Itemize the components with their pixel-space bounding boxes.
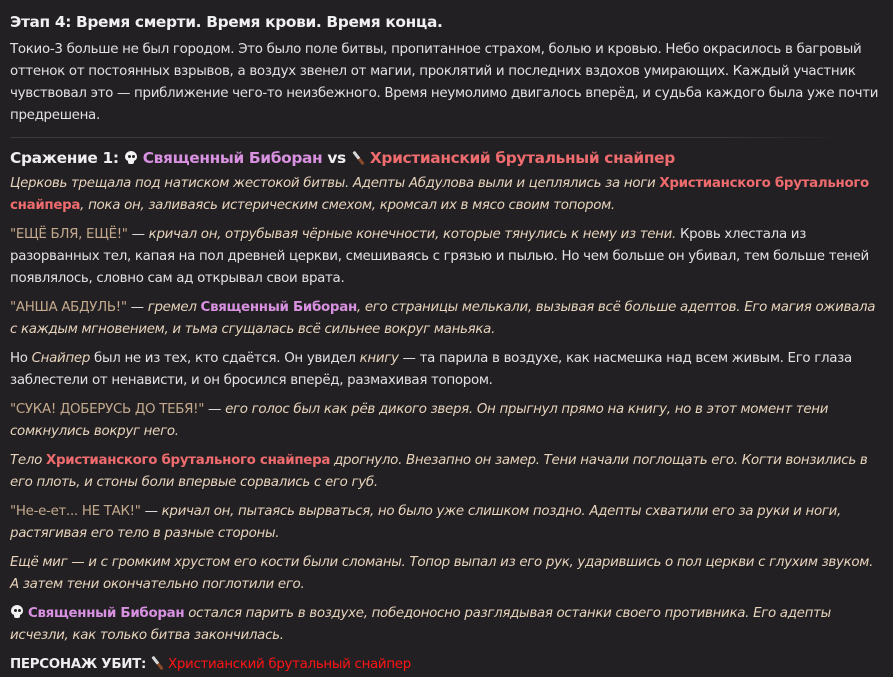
dash: — <box>126 300 148 315</box>
narration: остался парить в воздухе, победоносно разглядывая останки своего противника. Его адепты исчезли, как только битва закончилась. <box>10 606 831 643</box>
paragraph-2 <box>10 224 880 290</box>
knife-icon <box>351 151 365 165</box>
narration: , пока он, заливаясь истерическим смехом, кромсал их в мясо своим топором. <box>80 198 615 213</box>
fighter2-mention: Христианского брутального снайпера <box>45 453 331 468</box>
killed-character-name: Христианский брутальный снайпер <box>167 657 411 672</box>
fighter1-name: Священный Биборан <box>142 149 323 167</box>
dash: — <box>204 402 226 417</box>
quote: "АНША АБДУЛЬ!" <box>10 300 127 315</box>
battle-heading <box>10 147 880 169</box>
knife-icon <box>150 656 164 670</box>
plain-text: Кровь хлестала из разорванных тел, капая на пол древней церкви, смешиваясь с грязью и пылью. Но чем больше он убивал, тем больше теней появлялось, словно сам ад открывал свои врата. <box>10 227 869 286</box>
quote: "Не-е-ет... НЕ ТАК!" <box>10 504 141 519</box>
separator <box>10 137 846 138</box>
kill-result <box>10 654 880 676</box>
dash: — <box>127 227 149 242</box>
skull-icon <box>10 605 24 619</box>
stage-title: Этап 4: Время смерти. Время крови. Время конца. <box>10 13 443 31</box>
narration: кричал он, пытаясь вырваться, но было уже слишком поздно. Адепты схватили его за руки и ноги, растягивая его тело в разные стороны. <box>10 504 841 541</box>
narration: его голос был как рёв дикого зверя. Он прыгнул прямо на книгу, но в этот момент тени сомкнулись вокруг него. <box>10 402 829 439</box>
fighter2-mention: Христианского брутального снайпера <box>10 176 869 213</box>
paragraph-3 <box>10 297 880 341</box>
plain-text: — та парила в воздухе, как насмешка над всем живым. Его глаза заблестели от ненависти, и он бросился вперёд, размахивая топором. <box>10 351 852 388</box>
narration: гремел <box>147 300 201 315</box>
narration: Церковь трещала под натиском жестокой битвы. Адепты Абдулова выли и цеплялись за ноги <box>10 176 660 191</box>
dash: — <box>140 504 162 519</box>
paragraph-8: Ещё миг — и с громким хрустом его кости были сломаны. Топор выпал из его рук, ударившись о пол церкви с глухим звуком. А затем тени окончательно поглотили его. <box>10 555 874 592</box>
paragraph-9 <box>10 603 880 647</box>
fighter1-mention: Священный Биборан <box>27 606 185 621</box>
plain-text: был не из тех, кто сдаётся. Он увидел <box>90 351 360 366</box>
quote: "СУКА! ДОБЕРУСЬ ДО ТЕБЯ!" <box>10 402 205 417</box>
killed-label: ПЕРСОНАЖ УБИТ: <box>10 657 147 672</box>
narration: , его страницы мелькали, вызывая всё больше адептов. Его магия оживала с каждым мгновением, и тьма сгущалась всё сильнее вокруг маньяка. <box>10 300 876 337</box>
narration: кричал он, отрубывая чёрные конечности, которые тянулись к нему из тени. <box>148 227 676 242</box>
paragraph-6 <box>10 450 880 494</box>
skull-icon <box>124 151 138 165</box>
vs-label: vs <box>327 149 346 167</box>
fighter2-name: Христианский брутальный снайпер <box>369 149 675 167</box>
plain-text: Но <box>10 351 32 366</box>
paragraph-4 <box>10 348 880 392</box>
fighter1-mention: Священный Биборан <box>200 300 357 315</box>
emphasis: книгу <box>359 351 399 366</box>
stage-intro: Токио-3 больше не был городом. Это было поле битвы, пропитанное страхом, болью и кровью. Небо окрасилось в багровый оттенок от постоянных взрывов, а воздух звенел от магии, проклятий и последних вздохов умирающих. Каждый участник чувствовал это — приближение чего-то неизбежного. Время неумолимо двигалось вперёд, и судьба каждого была уже почти предрешена. <box>10 42 879 123</box>
narration: дрогнуло. Внезапно он замер. Тени начали поглощать его. Когти вонзились в его плоть, и стоны боли впервые сорвались с его губ. <box>10 453 868 490</box>
narration: Тело <box>10 453 46 468</box>
battle-label: Сражение 1: <box>10 149 119 167</box>
message-content <box>10 0 880 676</box>
quote: "ЕЩЁ БЛЯ, ЕЩЁ!" <box>10 227 128 242</box>
emphasis: Снайпер <box>31 351 91 366</box>
paragraph-7 <box>10 501 880 545</box>
paragraph-5 <box>10 399 880 443</box>
paragraph-1 <box>10 173 880 217</box>
